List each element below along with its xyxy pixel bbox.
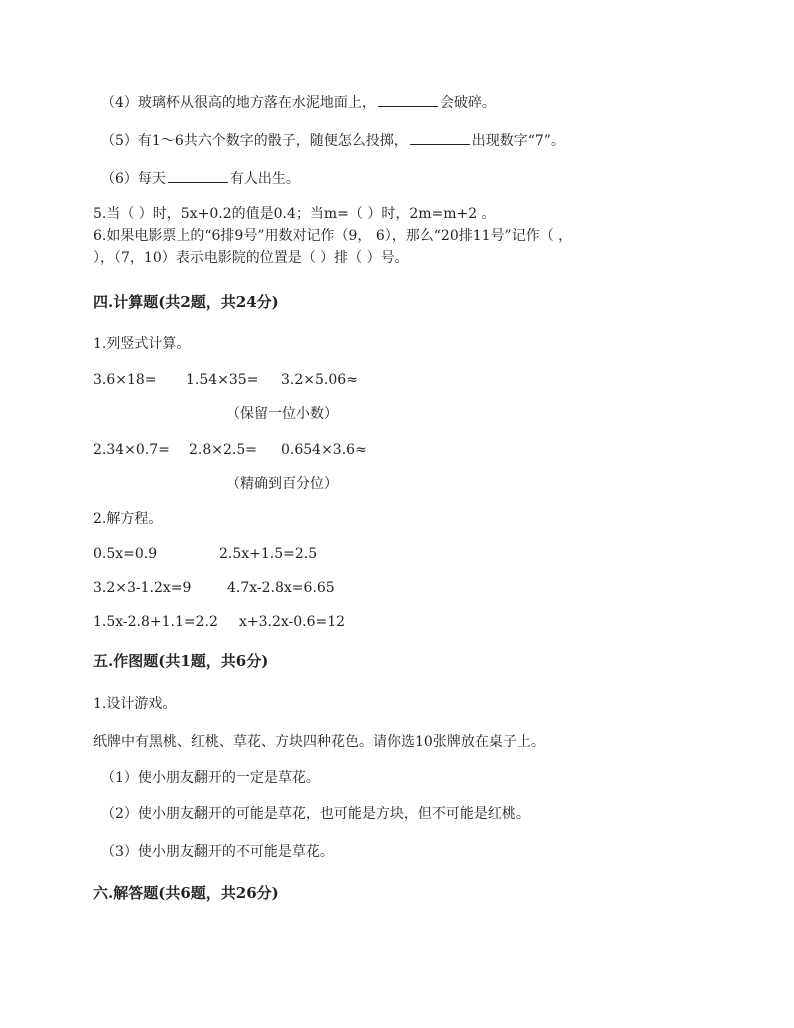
calc-q2-title: 2.解方程。 bbox=[93, 511, 163, 527]
answer-blank bbox=[410, 130, 470, 145]
equation: 0.5x=0.9 bbox=[93, 546, 158, 562]
question-6 bbox=[101, 168, 300, 189]
draw-item-2: （2）使小朋友翻开的可能是草花，也可能是方块，但不可能是红桃。 bbox=[101, 806, 530, 822]
calc-item: 2.34×0.7= bbox=[93, 442, 170, 458]
answer-blank bbox=[378, 92, 438, 107]
section-4-title: 四.计算题(共2题，共24分) bbox=[93, 293, 279, 311]
draw-q1-title: 1.设计游戏。 bbox=[93, 696, 177, 712]
problem-5: 5.当（ ）时，5x+0.2的值是0.4；当m=（ ）时，2m=m+2 。 bbox=[93, 206, 496, 222]
question-5 bbox=[101, 130, 565, 151]
draw-item-3: （3）使小朋友翻开的不可能是草花。 bbox=[101, 844, 334, 860]
q4-text: （4）玻璃杯从很高的地方落在水泥地面上， bbox=[101, 95, 376, 111]
problem-6-line1: 6.如果电影票上的“6排9号”用数对记作（9， 6），那么“20排11号”记作（ ， bbox=[93, 228, 573, 244]
equation: 4.7x-2.8x=6.65 bbox=[227, 580, 335, 596]
calc-item: 2.8×2.5= bbox=[189, 442, 257, 458]
calc-note: （保留一位小数） bbox=[226, 406, 338, 422]
calc-item: 3.6×18= bbox=[93, 372, 157, 388]
calc-q1-title: 1.列竖式计算。 bbox=[93, 336, 191, 352]
equation: 1.5x-2.8+1.1=2.2 bbox=[93, 614, 218, 630]
problem-6-line2: ），（7，10）表示电影院的位置是（ ）排（ ）号。 bbox=[93, 250, 409, 266]
equation: 2.5x+1.5=2.5 bbox=[219, 546, 318, 562]
equation: x+3.2x-0.6=12 bbox=[239, 614, 346, 630]
draw-intro: 纸牌中有黑桃、红桃、草花、方块四种花色。请你选10张牌放在桌子上。 bbox=[93, 734, 545, 750]
q6-text: （6）每天 bbox=[101, 171, 166, 187]
section-5-title: 五.作图题(共1题，共6分) bbox=[93, 652, 269, 670]
question-4 bbox=[101, 92, 496, 113]
equation: 3.2×3-1.2x=9 bbox=[93, 580, 192, 596]
calc-note: （精确到百分位） bbox=[226, 476, 338, 492]
q4-text-end: 会破碎。 bbox=[439, 95, 496, 111]
calc-item: 0.654×3.6≈ bbox=[281, 442, 367, 458]
q6-text-end: 有人出生。 bbox=[229, 171, 300, 187]
section-6-title: 六.解答题(共6题，共26分) bbox=[93, 884, 279, 902]
calc-item: 1.54×35= bbox=[186, 372, 259, 388]
draw-item-1: （1）使小朋友翻开的一定是草花。 bbox=[101, 770, 320, 786]
q5-text: （5）有1～6共六个数字的骰子，随便怎么投掷， bbox=[101, 133, 408, 149]
calc-item: 3.2×5.06≈ bbox=[281, 372, 358, 388]
q5-text-end: 出现数字“7”。 bbox=[471, 133, 565, 149]
answer-blank bbox=[168, 168, 228, 183]
